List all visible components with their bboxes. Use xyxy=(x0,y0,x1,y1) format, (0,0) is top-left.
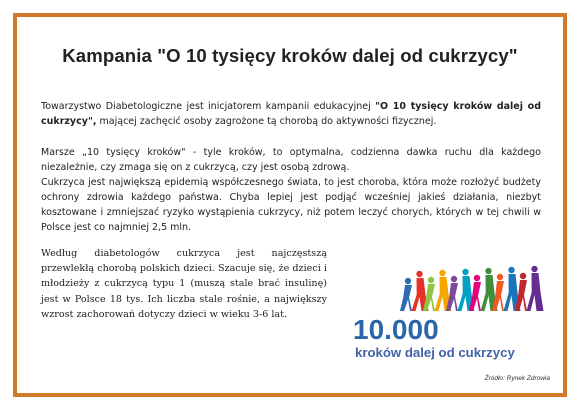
figure-head xyxy=(451,276,457,282)
epidemic-paragraph: Cukrzyca jest największą epidemią współczesnego świata, to jest choroba, która może rozłożyć budżety ochrony zdrowia każdego państwa. Chyba lepiej jest podjąć wcześniej jakieś działania, niezbyt kosztowane i zmniejszać ryzyko wystąpienia cukrzycy, niż potem leczyć chorych, których w tej chwili w Polsce jest co najmniej 2,5 mln. xyxy=(41,177,541,234)
figure-head xyxy=(462,269,468,275)
intro-text-end: mającej zachęcić osoby zagrożone tą chorobą do aktywności fizycznej. xyxy=(96,116,437,128)
figure-head xyxy=(497,274,503,280)
figure-head xyxy=(508,267,514,273)
figure-head xyxy=(416,271,422,277)
figure-head xyxy=(520,273,526,279)
figure-head xyxy=(439,270,445,276)
walking-figure xyxy=(527,266,544,311)
campaign-logo-graphic xyxy=(347,259,547,364)
children-paragraph: Według diabetologów cukrzyca jest najczęstszą przewlekłą chorobą polskich dzieci. Szacuje się, że dzieci i młodzieży z cukrzycą typu 1 (muszą stale brać insulinę) jest w Polsce 18 tys. Ich liczba stale rośnie, a największy wzrost zachorowań dotyczy dzieci w wieku 3-6 lat. xyxy=(41,248,327,320)
walking-figure xyxy=(400,278,412,311)
walking-people-figures xyxy=(400,266,544,311)
figure-body xyxy=(400,285,412,311)
intro-paragraph xyxy=(41,99,541,129)
page-title: Kampania "O 10 tysięcy kroków dalej od cukrzycy" xyxy=(62,45,518,66)
logo-tagline: kroków dalej od cukrzycy xyxy=(355,345,515,360)
article-frame xyxy=(13,13,567,397)
figure-head xyxy=(405,278,411,284)
figure-head xyxy=(531,266,537,272)
marches-paragraph: Marsze „10 tysięcy kroków" - tyle kroków, to optymalna, codzienna dawka ruchu dla każdego niezależnie, czy zmaga się on z cukrzycą, czy jest osobą zdrową. xyxy=(41,147,541,174)
source-credit: Źródło: Rynek Zdrowia xyxy=(484,375,550,382)
campaign-name: "O 10 tysięcy kroków dalej od cukrzycy", xyxy=(41,101,541,128)
figure-head xyxy=(428,277,434,283)
logo-number: 10.000 xyxy=(353,314,439,345)
figure-head xyxy=(474,275,480,281)
intro-text-start: Towarzystwo Diabetologiczne jest inicjatorem kampanii edukacyjnej xyxy=(41,101,376,112)
figure-head xyxy=(485,268,491,274)
campaign-logo xyxy=(347,259,547,364)
figure-body xyxy=(527,273,544,311)
